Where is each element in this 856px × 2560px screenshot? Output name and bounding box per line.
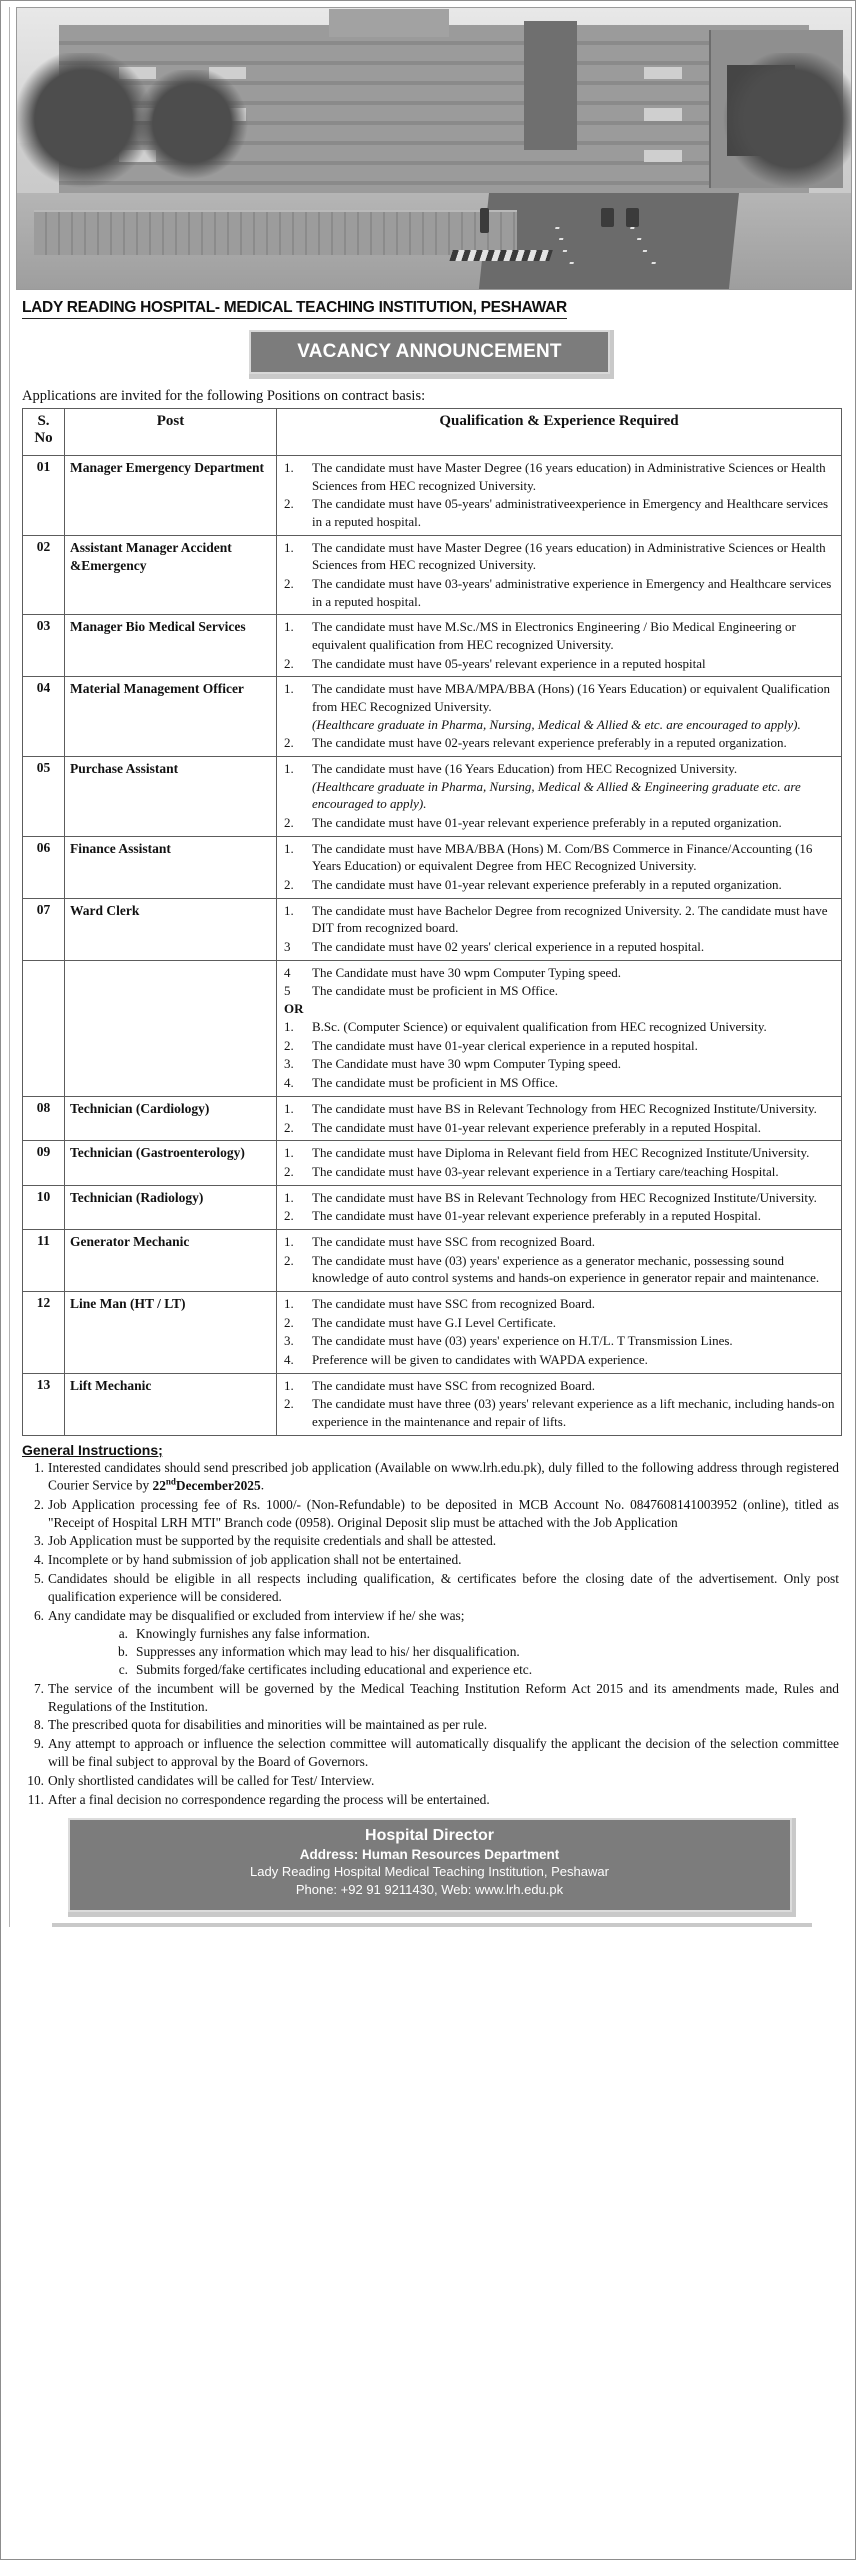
sno-line-1: S. bbox=[37, 413, 50, 429]
qualification-item bbox=[282, 982, 836, 1000]
instruction-subitem-letter: b. bbox=[117, 1643, 128, 1659]
vacancy-announcement-banner: VACANCY ANNOUNCEMENT bbox=[249, 330, 609, 374]
row-qualification-cell bbox=[277, 1141, 842, 1185]
qualification-list bbox=[282, 1189, 836, 1225]
page-inner-frame bbox=[9, 7, 847, 1927]
qualification-item bbox=[282, 1055, 836, 1073]
row-post-title: Line Man (HT / LT) bbox=[65, 1291, 277, 1373]
qualification-item-text: The candidate must have 05-years' administrativeexperience in Emergency and Healthcare services in a reputed hospital. bbox=[312, 496, 829, 530]
qualification-item-text: B.Sc. (Computer Science) or equivalent qualification from HEC recognized University. bbox=[312, 1019, 767, 1035]
deadline-day: 22 bbox=[152, 1477, 166, 1493]
row-serial-number: 01 bbox=[23, 456, 65, 536]
row-post-title: Assistant Manager Accident &Emergency bbox=[65, 535, 277, 615]
deadline-month-year: December2025 bbox=[175, 1477, 261, 1493]
qualification-item-number: 1. bbox=[284, 1295, 294, 1311]
qualification-item-number: 1. bbox=[284, 840, 294, 856]
instruction-subitem-letter: a. bbox=[118, 1625, 128, 1641]
qualification-item bbox=[282, 760, 836, 813]
instruction-text: The service of the incumbent will be governed by the Medical Teaching Institution Reform Act 2015 and its amendments made, Rules and Regulations of the Institution. bbox=[48, 1680, 839, 1714]
instruction-number: 3. bbox=[33, 1533, 44, 1549]
row-serial-number: 13 bbox=[23, 1373, 65, 1435]
qualification-item bbox=[282, 495, 836, 530]
footer-institution: Lady Reading Hospital Medical Teaching Institution, Peshawar bbox=[250, 1863, 609, 1879]
instruction-subitem-letter: c. bbox=[118, 1661, 128, 1677]
qualification-item-text: The candidate must have SSC from recognized Board. bbox=[312, 1377, 596, 1393]
qualification-list bbox=[282, 1100, 836, 1136]
photo-tree-right bbox=[709, 53, 852, 199]
instruction-text: Interested candidates should send prescribed job application (Available on www.lrh.edu.pk), duly filled to the following address through registered Courier Service by bbox=[48, 1459, 839, 1493]
row-post-title: Technician (Radiology) bbox=[65, 1185, 277, 1229]
row-serial-number: 10 bbox=[23, 1185, 65, 1229]
general-instructions-list bbox=[22, 1459, 847, 1809]
qualification-item bbox=[282, 734, 836, 752]
qualification-list bbox=[282, 902, 836, 956]
qualification-item bbox=[282, 1074, 836, 1092]
instruction-item bbox=[22, 1791, 847, 1809]
qualification-item-number: 2. bbox=[284, 1252, 294, 1268]
qualification-list bbox=[282, 618, 836, 672]
qualification-item-text: The candidate must have 01-year relevant experience preferably in a reputed Hospital. bbox=[312, 1119, 762, 1135]
instruction-number: 11. bbox=[27, 1791, 44, 1807]
qualification-item-number: 2. bbox=[284, 1208, 294, 1224]
column-header-post: Post bbox=[65, 409, 277, 456]
vacancy-banner-container bbox=[16, 330, 847, 379]
qualification-item-text: The candidate must have 01-year clerical experience in a reputed hospital. bbox=[312, 1037, 698, 1053]
instruction-text: Job Application must be supported by the requisite credentials and shall be attested. bbox=[48, 1533, 497, 1549]
row-post-title: Manager Emergency Department bbox=[65, 456, 277, 536]
instruction-item bbox=[22, 1716, 847, 1734]
qualification-item-number: 2. bbox=[284, 1119, 294, 1135]
qualification-item-text: The candidate must have BS in Relevant Technology from HEC Recognized Institute/University. bbox=[312, 1100, 817, 1116]
row-qualification-cell bbox=[277, 1373, 842, 1435]
contact-footer bbox=[68, 1818, 792, 1913]
qualification-item-number: 4 bbox=[284, 964, 291, 980]
qualification-item-text: The candidate must have 03-year relevant experience in a Tertiary care/teaching Hospital. bbox=[312, 1163, 779, 1179]
row-serial-number-empty bbox=[23, 960, 65, 1096]
row-serial-number: 03 bbox=[23, 615, 65, 677]
qualification-list bbox=[282, 539, 836, 611]
qualification-item bbox=[282, 1314, 836, 1332]
qualification-item-number: 3. bbox=[284, 1333, 294, 1349]
qualification-item bbox=[282, 1233, 836, 1251]
instruction-item bbox=[22, 1772, 847, 1790]
instruction-item bbox=[22, 1680, 847, 1716]
row-serial-number: 02 bbox=[23, 535, 65, 615]
qualification-item-text: The candidate must have 03-years' administrative experience in Emergency and Healthcare services in a reputed hospital. bbox=[312, 576, 832, 609]
instruction-item bbox=[22, 1607, 847, 1679]
qualification-item-text: The candidate must have three (03) years' relevant experience as a lift mechanic, including hands-on experience in the maintenance and repair of lifts. bbox=[312, 1396, 835, 1429]
bottom-rule bbox=[52, 1923, 812, 1927]
qualification-item bbox=[282, 1252, 836, 1287]
qualification-item-number: 3 bbox=[284, 939, 291, 955]
table-row bbox=[23, 535, 842, 615]
instruction-sublist bbox=[112, 1625, 839, 1679]
qualification-item-text: The candidate must have 05-years' relevant experience in a reputed hospital bbox=[312, 655, 706, 671]
qualification-item-text: The candidate must have BS in Relevant Technology from HEC Recognized Institute/University. bbox=[312, 1189, 817, 1205]
qualification-item bbox=[282, 1037, 836, 1055]
instruction-text: Incomplete or by hand submission of job application shall not be entertained. bbox=[48, 1552, 462, 1568]
qualification-item-number: 2. bbox=[284, 496, 294, 512]
instruction-subitem bbox=[112, 1625, 839, 1643]
qualification-item-text: Preference will be given to candidates with WAPDA experience. bbox=[312, 1351, 648, 1367]
row-qualification-cell bbox=[277, 535, 842, 615]
qualification-item-text: The candidate must have 01-year relevant experience preferably in a reputed Hospital. bbox=[312, 1208, 762, 1224]
qualification-list bbox=[282, 1233, 836, 1287]
qualification-item-text: The candidate must be proficient in MS Office. bbox=[312, 1075, 558, 1091]
table-row bbox=[23, 615, 842, 677]
table-row bbox=[23, 1185, 842, 1229]
qualification-item-note: (Healthcare graduate in Pharma, Nursing, Medical & Allied & Engineering graduate etc. are encouraged to apply). bbox=[312, 778, 801, 812]
row-post-title: Technician (Gastroenterology) bbox=[65, 1141, 277, 1185]
qualification-item-text: The candidate must be proficient in MS Office. bbox=[312, 983, 558, 999]
instruction-subitem-text: Knowingly furnishes any false information. bbox=[136, 1625, 370, 1641]
instruction-subitem-text: Suppresses any information which may lead to his/ her disqualification. bbox=[136, 1643, 520, 1659]
row-post-title: Material Management Officer bbox=[65, 677, 277, 757]
qualification-item-text: The Candidate must have 30 wpm Computer Typing speed. bbox=[312, 1056, 621, 1072]
hospital-building-photo bbox=[16, 7, 852, 290]
row-post-title: Lift Mechanic bbox=[65, 1373, 277, 1435]
table-row-continuation bbox=[23, 960, 842, 1096]
instruction-item bbox=[22, 1496, 847, 1532]
qualification-item bbox=[282, 1100, 836, 1118]
qualification-item bbox=[282, 539, 836, 574]
row-qualification-cell bbox=[277, 1291, 842, 1373]
row-post-title: Technician (Cardiology) bbox=[65, 1096, 277, 1140]
row-serial-number: 08 bbox=[23, 1096, 65, 1140]
instruction-text: The prescribed quota for disabilities and minorities will be maintained as per rule. bbox=[48, 1717, 488, 1733]
qualification-item-number: 1. bbox=[284, 1189, 294, 1205]
instruction-subitem bbox=[112, 1643, 839, 1661]
qualification-list bbox=[282, 1295, 836, 1369]
qualification-item bbox=[282, 1144, 836, 1162]
deadline-ordinal-suffix: nd bbox=[165, 1476, 176, 1487]
qualification-item-text: The candidate must have MBA/MPA/BBA (Hons) (16 Years Education) or equivalent Qualification from HEC Recognized University. bbox=[312, 681, 830, 715]
row-serial-number: 11 bbox=[23, 1229, 65, 1291]
row-qualification-cell bbox=[277, 836, 842, 898]
row-qualification-cell bbox=[277, 615, 842, 677]
qualification-item-text: The candidate must have 02-years relevant experience preferably in a reputed organization. bbox=[312, 735, 787, 751]
row-qualification-cell bbox=[277, 1096, 842, 1140]
qualification-item-number: 2. bbox=[284, 1037, 294, 1053]
qualification-item-number: 5 bbox=[284, 983, 291, 999]
instruction-text-tail: . bbox=[260, 1477, 265, 1493]
qualification-item bbox=[282, 655, 836, 673]
qualification-item bbox=[282, 1332, 836, 1350]
row-post-title: Ward Clerk bbox=[65, 898, 277, 960]
sno-line-2: No bbox=[34, 430, 53, 446]
instruction-item bbox=[22, 1570, 847, 1606]
qualification-item-number: 1. bbox=[284, 902, 294, 918]
qualification-item bbox=[282, 1189, 836, 1207]
row-qualification-cell bbox=[277, 898, 842, 960]
qualification-item bbox=[282, 1295, 836, 1313]
qualification-item-text: The candidate must have SSC from recognized Board. bbox=[312, 1233, 596, 1249]
instruction-text: After a final decision no correspondence regarding the process will be entertained. bbox=[48, 1791, 490, 1807]
row-serial-number: 07 bbox=[23, 898, 65, 960]
qualification-item-number: 1. bbox=[284, 460, 294, 475]
instruction-item bbox=[22, 1735, 847, 1771]
qualification-item-number: 3. bbox=[284, 1056, 294, 1072]
column-header-qualification: Qualification & Experience Required bbox=[277, 409, 842, 456]
row-qualification-cell bbox=[277, 677, 842, 757]
instruction-number: 1. bbox=[33, 1459, 44, 1475]
instruction-number: 6. bbox=[33, 1607, 44, 1623]
qualification-item bbox=[282, 814, 836, 832]
qualification-item-number: 1. bbox=[284, 619, 294, 635]
qualification-item bbox=[282, 1395, 836, 1430]
qualification-item-text: The candidate must have Diploma in Relevant field from HEC Recognized Institute/University. bbox=[312, 1145, 810, 1161]
table-row bbox=[23, 1229, 842, 1291]
qualification-item-number: 1. bbox=[284, 681, 294, 697]
qualification-item bbox=[282, 1163, 836, 1181]
row-qualification-cell-continued bbox=[277, 960, 842, 1096]
instruction-item bbox=[22, 1551, 847, 1569]
qualification-item-number: 1. bbox=[284, 1019, 294, 1035]
lead-in-text: Applications are invited for the following Positions on contract basis: bbox=[22, 388, 426, 404]
qualification-item-number: 1. bbox=[284, 1100, 294, 1116]
qualification-list bbox=[282, 1377, 836, 1431]
instruction-text: Candidates should be eligible in all respects including qualification, & certificates before the closing date of the advertisement. Only post qualification experience will be considered. bbox=[48, 1571, 839, 1604]
qualification-item-number: 2. bbox=[284, 815, 294, 831]
instruction-number: 9. bbox=[33, 1736, 44, 1752]
qualification-item-text: The candidate must have 01-year relevant experience preferably in a reputed organization. bbox=[312, 815, 782, 831]
footer-contact: Phone: +92 91 9211430, Web: www.lrh.edu.pk bbox=[295, 1882, 564, 1898]
photo-boundary-wall bbox=[34, 210, 518, 255]
qualification-item bbox=[282, 459, 836, 494]
qualification-item-text: The candidate must have Bachelor Degree from recognized University. 2. The candidate must have DIT from recognized board. bbox=[312, 902, 828, 936]
table-row bbox=[23, 1291, 842, 1373]
row-post-title: Generator Mechanic bbox=[65, 1229, 277, 1291]
qualification-item bbox=[282, 1119, 836, 1137]
qualification-item-number: 2. bbox=[284, 1314, 294, 1330]
qualification-item-number: 1. bbox=[284, 1377, 294, 1393]
column-header-sno bbox=[23, 409, 65, 456]
instruction-number: 5. bbox=[33, 1571, 44, 1587]
qualification-item-number: 2. bbox=[284, 655, 294, 671]
qualification-item-number: 1. bbox=[284, 1145, 294, 1161]
qualification-item-text: The candidate must have Master Degree (16 years education) in Administrative Sciences or Health Sciences from HEC recognized University. bbox=[312, 539, 826, 573]
instruction-number: 4. bbox=[33, 1552, 44, 1568]
row-qualification-cell bbox=[277, 1185, 842, 1229]
qualification-item-text: The candidate must have MBA/BBA (Hons) M. Com/BS Commerce in Finance/Accounting (16 Years Education) or equivalent Degree from HEC Recognized University. bbox=[312, 840, 813, 874]
qualification-item-text: The candidate must have Master Degree (16 years education) in Administrative Sciences or Health Sciences from HEC recognized University. bbox=[312, 460, 826, 493]
row-post-title: Finance Assistant bbox=[65, 836, 277, 898]
deadline-date bbox=[153, 1478, 261, 1493]
qualification-item bbox=[282, 1207, 836, 1225]
qualification-item-number: 2. bbox=[284, 1396, 294, 1412]
row-serial-number: 05 bbox=[23, 757, 65, 837]
qualification-item bbox=[282, 1377, 836, 1395]
qualification-item-text: The candidate must have (03) years' experience as a generator mechanic, possessing sound knowledge of auto control systems and hands-on experience in generator repair and maintenance. bbox=[312, 1252, 820, 1286]
qualification-item-text: The candidate must have (16 Years Education) from HEC Recognized University. bbox=[312, 761, 738, 777]
qualification-item bbox=[282, 1351, 836, 1369]
instruction-item bbox=[22, 1459, 847, 1495]
vacancy-banner-shadow bbox=[249, 330, 613, 379]
qualification-item-note: (Healthcare graduate in Pharma, Nursing, Medical & Allied & etc. are encouraged to apply). bbox=[312, 716, 801, 732]
qualification-list bbox=[282, 680, 836, 752]
qualification-list bbox=[282, 964, 836, 1000]
footer-shadow bbox=[68, 1818, 796, 1918]
qualification-item bbox=[282, 1018, 836, 1036]
qualification-item-text: The Candidate must have 30 wpm Computer Typing speed. bbox=[312, 964, 621, 980]
qualification-item-number: 1. bbox=[284, 1233, 294, 1249]
photo-kerb bbox=[449, 250, 553, 261]
instruction-number: 8. bbox=[33, 1717, 44, 1733]
footer-director: Hospital Director bbox=[365, 1826, 494, 1844]
instruction-text: Job Application processing fee of Rs. 1000/- (Non-Refundable) to be deposited in MCB Account No. 0847608141003952 (online), titled as "Receipt of Hospital LRH MTI" Branch code (0958). Original Deposit slip must be attached with the Job Application bbox=[48, 1496, 839, 1530]
instruction-number: 2. bbox=[33, 1496, 44, 1512]
qualification-item-text: The candidate must have M.Sc./MS in Electronics Engineering / Bio Medical Engineering or equivalent qualification from HEC recognized University. bbox=[312, 619, 796, 653]
instruction-item bbox=[22, 1532, 847, 1550]
footer-container bbox=[16, 1818, 847, 1918]
qualification-item-number: 1. bbox=[284, 761, 294, 777]
table-row bbox=[23, 677, 842, 757]
qualification-item bbox=[282, 680, 836, 733]
table-row bbox=[23, 1373, 842, 1435]
table-row bbox=[23, 1096, 842, 1140]
row-post-title-empty bbox=[65, 960, 277, 1096]
row-serial-number: 09 bbox=[23, 1141, 65, 1185]
qualification-item-text: The candidate must have 01-year relevant experience preferably in a reputed organization. bbox=[312, 877, 782, 893]
qualification-item-text: The candidate must have SSC from recognized Board. bbox=[312, 1295, 596, 1311]
qualification-item-number: 1. bbox=[284, 539, 294, 555]
qualification-item-number: 4. bbox=[284, 1075, 294, 1091]
instruction-text: Only shortlisted candidates will be called for Test/ Interview. bbox=[48, 1772, 375, 1788]
organization-title: LADY READING HOSPITAL- MEDICAL TEACHING INSTITUTION, PESHAWAR bbox=[22, 299, 567, 319]
table-row bbox=[23, 757, 842, 837]
table-row bbox=[23, 1141, 842, 1185]
qualification-list bbox=[282, 1018, 836, 1092]
qualification-item bbox=[282, 575, 836, 610]
qualification-item-text: The candidate must have G.I Level Certificate. bbox=[312, 1314, 557, 1330]
instruction-number: 7. bbox=[33, 1680, 44, 1696]
instruction-text: Any candidate may be disqualified or excluded from interview if he/ she was; bbox=[48, 1607, 465, 1623]
qualification-item-text: The candidate must have (03) years' experience on H.T/L. T Transmission Lines. bbox=[312, 1333, 733, 1349]
table-row bbox=[23, 456, 842, 536]
row-serial-number: 12 bbox=[23, 1291, 65, 1373]
qualification-item-number: 2. bbox=[284, 1163, 294, 1179]
footer-address-label: Address: Human Resources Department bbox=[299, 1846, 560, 1862]
qualification-item bbox=[282, 938, 836, 956]
qualification-item-number: 2. bbox=[284, 735, 294, 751]
qualification-item bbox=[282, 618, 836, 653]
row-serial-number: 04 bbox=[23, 677, 65, 757]
qualification-list bbox=[282, 1144, 836, 1180]
alternative-qualification-separator: OR bbox=[284, 1001, 304, 1017]
qualification-item bbox=[282, 876, 836, 894]
table-row bbox=[23, 898, 842, 960]
row-post-title: Manager Bio Medical Services bbox=[65, 615, 277, 677]
row-qualification-cell bbox=[277, 1229, 842, 1291]
row-post-title: Purchase Assistant bbox=[65, 757, 277, 837]
table-row bbox=[23, 836, 842, 898]
instruction-subitem bbox=[112, 1661, 839, 1679]
qualification-item-text: The candidate must have 02 years' clerical experience in a reputed hospital. bbox=[312, 939, 705, 955]
qualification-item-number: 2. bbox=[284, 877, 294, 893]
photo-tree-left-2 bbox=[125, 70, 258, 188]
instruction-text: Any attempt to approach or influence the selection committee will automatically disqualify the applicant the decision of the selection committee will be final subject to approval by the Board of Governors. bbox=[48, 1736, 839, 1770]
instruction-subitem-text: Submits forged/fake certificates including educational and experience etc. bbox=[136, 1661, 533, 1677]
qualification-item bbox=[282, 902, 836, 937]
table-header-row bbox=[23, 409, 842, 456]
general-instructions-heading: General Instructions; bbox=[22, 1441, 163, 1458]
qualification-item-number: 2. bbox=[284, 576, 294, 592]
qualification-list bbox=[282, 459, 836, 531]
qualification-list bbox=[282, 840, 836, 894]
row-qualification-cell bbox=[277, 757, 842, 837]
row-qualification-cell bbox=[277, 456, 842, 536]
qualification-item bbox=[282, 840, 836, 875]
qualification-item-number: 4. bbox=[284, 1351, 294, 1367]
qualification-item bbox=[282, 964, 836, 982]
vacancy-table bbox=[22, 408, 842, 1436]
qualification-list bbox=[282, 760, 836, 832]
row-serial-number: 06 bbox=[23, 836, 65, 898]
instruction-number: 10. bbox=[27, 1772, 44, 1788]
photo-tower bbox=[524, 21, 577, 150]
